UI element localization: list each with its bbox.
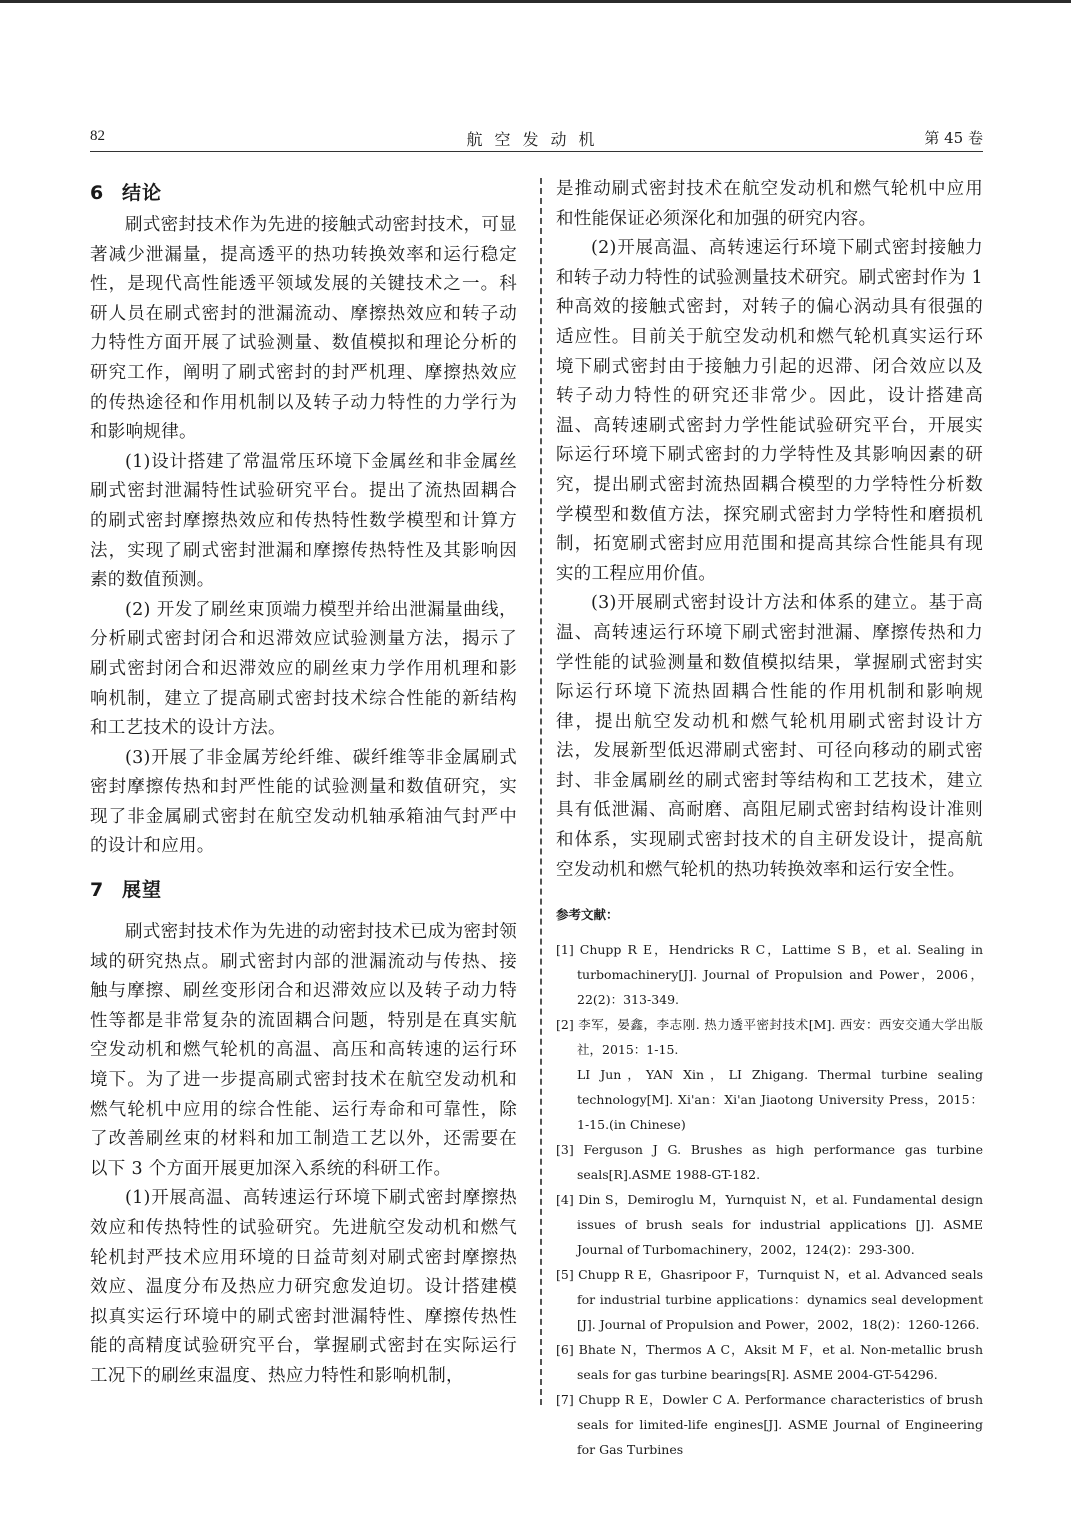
reference-item-english: LI Jun，YAN Xin，LI Zhigang. Thermal turbine sealing technology[M]. Xi'an：Xi'an Jiaotong University Press，2015：1-15.(in Chinese) bbox=[577, 1067, 983, 1133]
reference-item: [3] Ferguson J G. Brushes as high performance gas turbine seals[R].ASME 1988-GT-182. bbox=[556, 1142, 983, 1183]
paragraph: 刷式密封技术作为先进的接触式动密封技术，可显著减少泄漏量，提高透平的热功转换效率和运行稳定性，是现代高性能透平领域发展的关键技术之一。科研人员在刷式密封的泄漏流动、摩擦热效应和转子动力特性方面开展了试验测量、数值模拟和理论分析的研究工作，阐明了刷式密封的封严机理、摩擦热效应的传热途径和作用机制以及转子动力特性的力学行为和影响规律。 bbox=[90, 215, 517, 443]
section-heading-conclusion bbox=[90, 175, 517, 211]
section-title: 结论 bbox=[122, 182, 163, 204]
page-number: 82 bbox=[90, 128, 105, 144]
top-border bbox=[0, 0, 1071, 3]
paragraph: 刷式密封技术作为先进的动密封技术已成为密封领域的研究热点。刷式密封内部的泄漏流动与传热、接触与摩擦、刷丝变形闭合和迟滞效应以及转子动力特性等都是非常复杂的流固耦合问题，特别是在真实航空发动机和燃气轮机的高温、高压和高转速的运行环境下。为了进一步提高刷式密封技术在航空发动机和燃气轮机中应用的综合性能、运行寿命和可靠性，除了改善刷丝束的材料和加工制造工艺以外，还需要在以下 3 个方面开展更加深入系统的科研工作。 bbox=[90, 922, 517, 1179]
reference-list bbox=[556, 937, 983, 1462]
reference-item: [1] Chupp R E，Hendricks R C，Lattime S B，et al. Sealing in turbomachinery[J]. Journal of Propulsion and Power，2006，22(2)：313-349. bbox=[556, 942, 983, 1008]
paragraph: (1)设计搭建了常温常压环境下金属丝和非金属丝刷式密封泄漏特性试验研究平台。提出了流热固耦合的刷式密封摩擦热效应和传热特性数学模型和计算方法，实现了刷式密封泄漏和摩擦传热特性及其影响因素的数值预测。 bbox=[90, 451, 517, 591]
journal-name: 航空发动机 bbox=[466, 130, 607, 149]
references-heading: 参考文献： bbox=[556, 907, 619, 923]
section-heading-outlook bbox=[90, 872, 517, 908]
reference-item: [7] Chupp R E，Dowler C A. Performance characteristics of brush seals for limited-life engines[J]. ASME Journal of Engineering for Gas Turbines bbox=[556, 1392, 983, 1458]
paragraph: (3)开展了非金属芳纶纤维、碳纤维等非金属刷式密封摩擦传热和封严性能的试验测量和数值研究，实现了非金属刷式密封在航空发动机轴承箱油气封严中的设计和应用。 bbox=[90, 747, 517, 857]
reference-item: [2] 李军，晏鑫，李志刚. 热力透平密封技术[M]. 西安：西安交通大学出版社，2015：1-15. bbox=[556, 1017, 983, 1058]
header-rule bbox=[90, 151, 983, 152]
column-divider bbox=[540, 178, 542, 1405]
right-column bbox=[556, 175, 983, 1462]
paragraph: (3)开展刷式密封设计方法和体系的建立。基于高温、高转速运行环境下刷式密封泄漏、摩擦传热和力学性能的试验测量和数值模拟结果，掌握刷式密封实际运行环境下流热固耦合性能的作用机制和影响规律，提出航空发动机和燃气轮机用刷式密封设计方法，发展新型低迟滞刷式密封、可径向移动的刷式密封、非金属刷丝的刷式密封等结构和工艺技术，建立具有低泄漏、高耐磨、高阻尼刷式密封结构设计准则和体系，实现刷式密封技术的自主研发设计，提高航空发动机和燃气轮机的热功转换效率和运行安全性。 bbox=[556, 593, 983, 880]
reference-item: [6] Bhate N，Thermos A C，Aksit M F，et al. Non-metallic brush seals for gas turbine bearings[R]. ASME 2004-GT-54296. bbox=[556, 1342, 983, 1383]
spacer bbox=[90, 908, 517, 918]
section-title: 展望 bbox=[122, 879, 163, 902]
left-column bbox=[90, 175, 517, 1392]
paragraph: (1)开展高温、高转速运行环境下刷式密封摩擦热效应和传热特性的试验研究。先进航空发动机和燃气轮机封严技术应用环境的日益苛刻对刷式密封摩擦热效应、温度分布及热应力研究愈发迫切。设计搭建模拟真实运行环境中的刷式密封泄漏特性、摩擦传热性能的高精度试验研究平台，掌握刷式密封在实际运行工况下的刷丝束温度、热应力特性和影响机制， bbox=[90, 1188, 517, 1386]
paragraph: (2) 开发了刷丝束顶端力模型并给出泄漏量曲线，分析刷式密封闭合和迟滞效应试验测量方法，揭示了刷式密封闭合和迟滞效应的刷丝束力学作用机理和影响机制，建立了提高刷式密封技术综合性能的新结构和工艺技术的设计方法。 bbox=[90, 599, 517, 739]
volume-label: 第 45 卷 bbox=[924, 129, 983, 147]
section-number: 6 bbox=[90, 182, 105, 204]
paragraph: 是推动刷式密封技术在航空发动机和燃气轮机中应用和性能保证必须深化和加强的研究内容。 bbox=[556, 179, 983, 229]
reference-item: [5] Chupp R E，Ghasripoor F，Turnquist N，et al. Advanced seals for industrial turbine applications：dynamics seal development [J]. Journal of Propulsion and Power，2002，18(2)：1260-1266. bbox=[556, 1267, 983, 1333]
section-number: 7 bbox=[90, 879, 105, 902]
reference-item: [4] Din S，Demiroglu M，Yurnquist N，et al. Fundamental design issues of brush seals for industrial applications [J]. ASME Journal of Turbomachinery，2002，124(2)：293-300. bbox=[556, 1192, 983, 1258]
paragraph: (2)开展高温、高转速运行环境下刷式密封接触力和转子动力特性的试验测量技术研究。刷式密封作为 1 种高效的接触式密封，对转子的偏心涡动具有很强的适应性。目前关于航空发动机和燃气轮机真实运行环境下刷式密封由于接触力引起的迟滞、闭合效应以及转子动力特性的研究还非常少。因此，设计搭建高温、高转速刷式密封力学性能试验研究平台，开展实际运行环境下刷式密封的力学特性及其影响因素的研究，提出刷式密封流热固耦合模型的力学特性分析数学模型和数值方法，探究刷式密封力学特性和磨损机制，拓宽刷式密封应用范围和提高其综合性能具有现实的工程应用价值。 bbox=[556, 238, 983, 584]
running-header bbox=[90, 126, 983, 152]
spacer bbox=[90, 862, 517, 872]
